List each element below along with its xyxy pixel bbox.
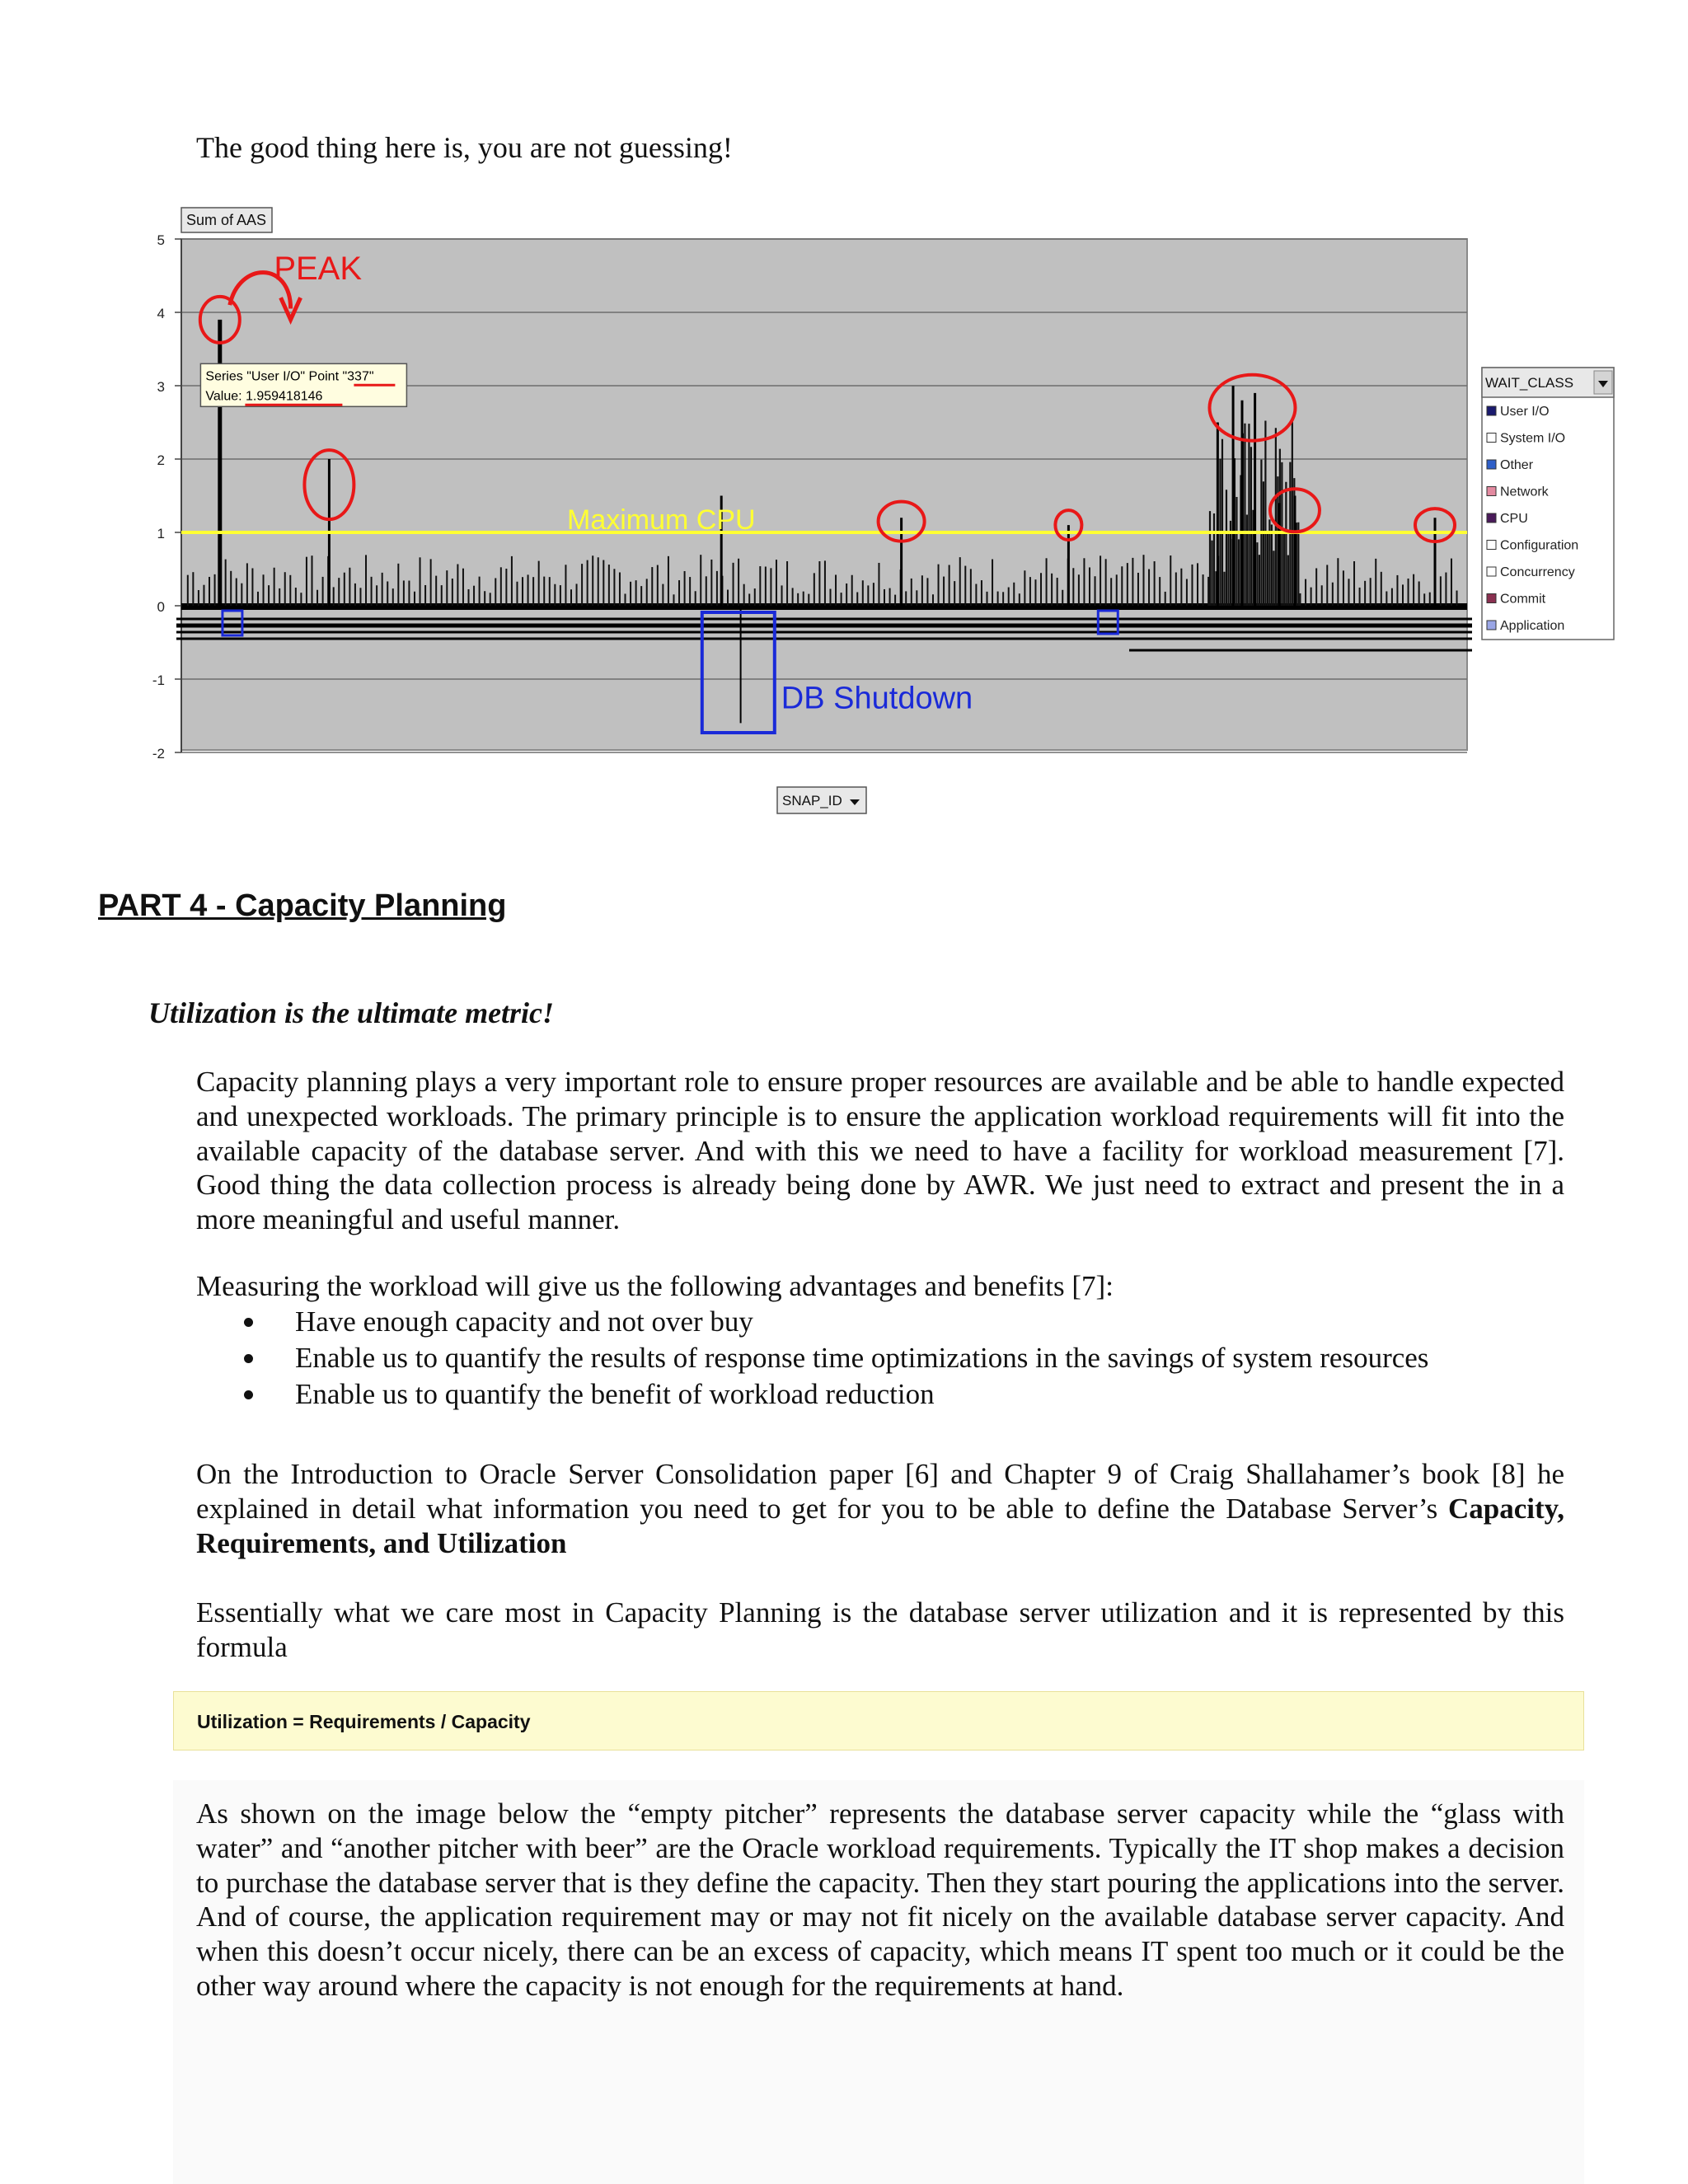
paragraph-capacity-planning: Capacity planning plays a very important role to ensure proper resources are available and be able to handle expected and unexpected workloads. The primary principle is to ensure the application workload requirements will fit into the available capacity of the database server. And with this we need to have a facility for workload measurement [7]. Good thing the data collection process is already being done by AWR. We just need to extract and present the in a more meaningful and useful manner. [196,1066,1564,1236]
legend-swatch [1487,434,1496,443]
paragraph-consolidation [196,1457,1564,1560]
intro-text: The good thing here is, you are not guessing! [196,131,733,164]
snap-id-button-label: SNAP_ID [782,793,842,808]
data-field-button [181,208,272,232]
maximum-cpu-label: Maximum CPU [567,504,756,536]
legend-item: User I/O [1500,405,1550,419]
point-tooltip [200,363,406,406]
bullet-icon [244,1318,253,1327]
legend-title: WAIT_CLASS [1485,375,1574,391]
formula-box: Utilization = Requirements / Capacity [173,1691,1584,1750]
legend-swatch [1487,487,1496,496]
list-item: Have enough capacity and not over buy [196,1304,1564,1340]
legend-item: Commit [1500,592,1546,607]
snap-id-field-button [777,787,866,813]
bullet-icon [244,1354,253,1363]
legend-item: Network [1500,485,1549,499]
paragraph-consolidation-bold: Capacity, Requirements, and Utilization [196,1492,1564,1559]
y-tick-label: 5 [157,232,165,248]
y-tick-label: 2 [157,452,165,468]
section-heading: PART 4 - Capacity Planning [98,888,507,923]
legend-item: System I/O [1500,431,1566,446]
shutdown-label: DB Shutdown [781,681,973,716]
legend-swatch [1487,513,1496,523]
legend-swatch [1487,594,1496,603]
y-tick-label: 4 [157,306,165,321]
legend-item: Application [1500,619,1565,633]
section-subheading: Utilization is the ultimate metric! [148,996,555,1029]
list-item: Enable us to quantify the benefit of workload reduction [196,1376,1564,1413]
legend-item: Configuration [1500,538,1579,553]
peak-label: PEAK [274,250,363,287]
legend-swatch [1487,406,1496,415]
legend-swatch [1487,541,1496,550]
y-tick-label: 3 [157,379,165,395]
list-item: Enable us to quantify the results of response time optimizations in the savings of system resources [196,1340,1564,1376]
plot-area [181,239,1467,750]
aas-chart [148,198,1632,832]
paragraph-consolidation-text: On the Introduction to Oracle Server Consolidation paper [6] and Chapter 9 of Craig Shallahamer’s book [8] he explained in detail what information you need to get for you to be able to define the Database Server’s [196,1458,1564,1525]
paragraph-measuring: Measuring the workload will give us the following advantages and benefits [7]: [196,1270,1114,1302]
legend-swatch [1487,567,1496,576]
aas-chart-svg [148,198,1632,832]
tooltip-line: Value: 1.959418146 [205,389,323,404]
legend-swatch [1487,460,1496,469]
legend-item: Other [1500,458,1534,472]
legend-item: CPU [1500,512,1528,526]
benefits-list [196,1304,1564,1413]
y-tick-label: -1 [152,673,165,688]
data-field-button-label: Sum of AAS [186,212,267,228]
legend-swatch [1487,621,1496,630]
paragraph-formula-intro: Essentially what we care most in Capacity Planning is the database server utilization and it is represented by this formula [196,1596,1564,1663]
y-tick-label: 0 [157,599,165,615]
y-tick-label: 1 [157,526,165,541]
legend-item: Concurrency [1500,565,1575,579]
y-tick-label: -2 [152,746,165,762]
tooltip-line: Series "User I/O" Point "337" [205,369,374,384]
paragraph-pitcher: As shown on the image below the “empty pitcher” represents the database server capacity while the “glass with water” and “another pitcher with beer” are the Oracle workload requirements. Typically the IT shop makes a decision to purchase the database server that is they define the capacity. Then they start pouring the applications into the server. And of course, the application requirement may or may not fit nicely on the available database server capacity. And when this doesn’t occur nicely, there can be an excess of capacity, which means IT spent too much or it could be the other way around where the capacity is not enough for the requirements at hand. [196,1797,1564,2002]
bullet-icon [244,1390,253,1399]
